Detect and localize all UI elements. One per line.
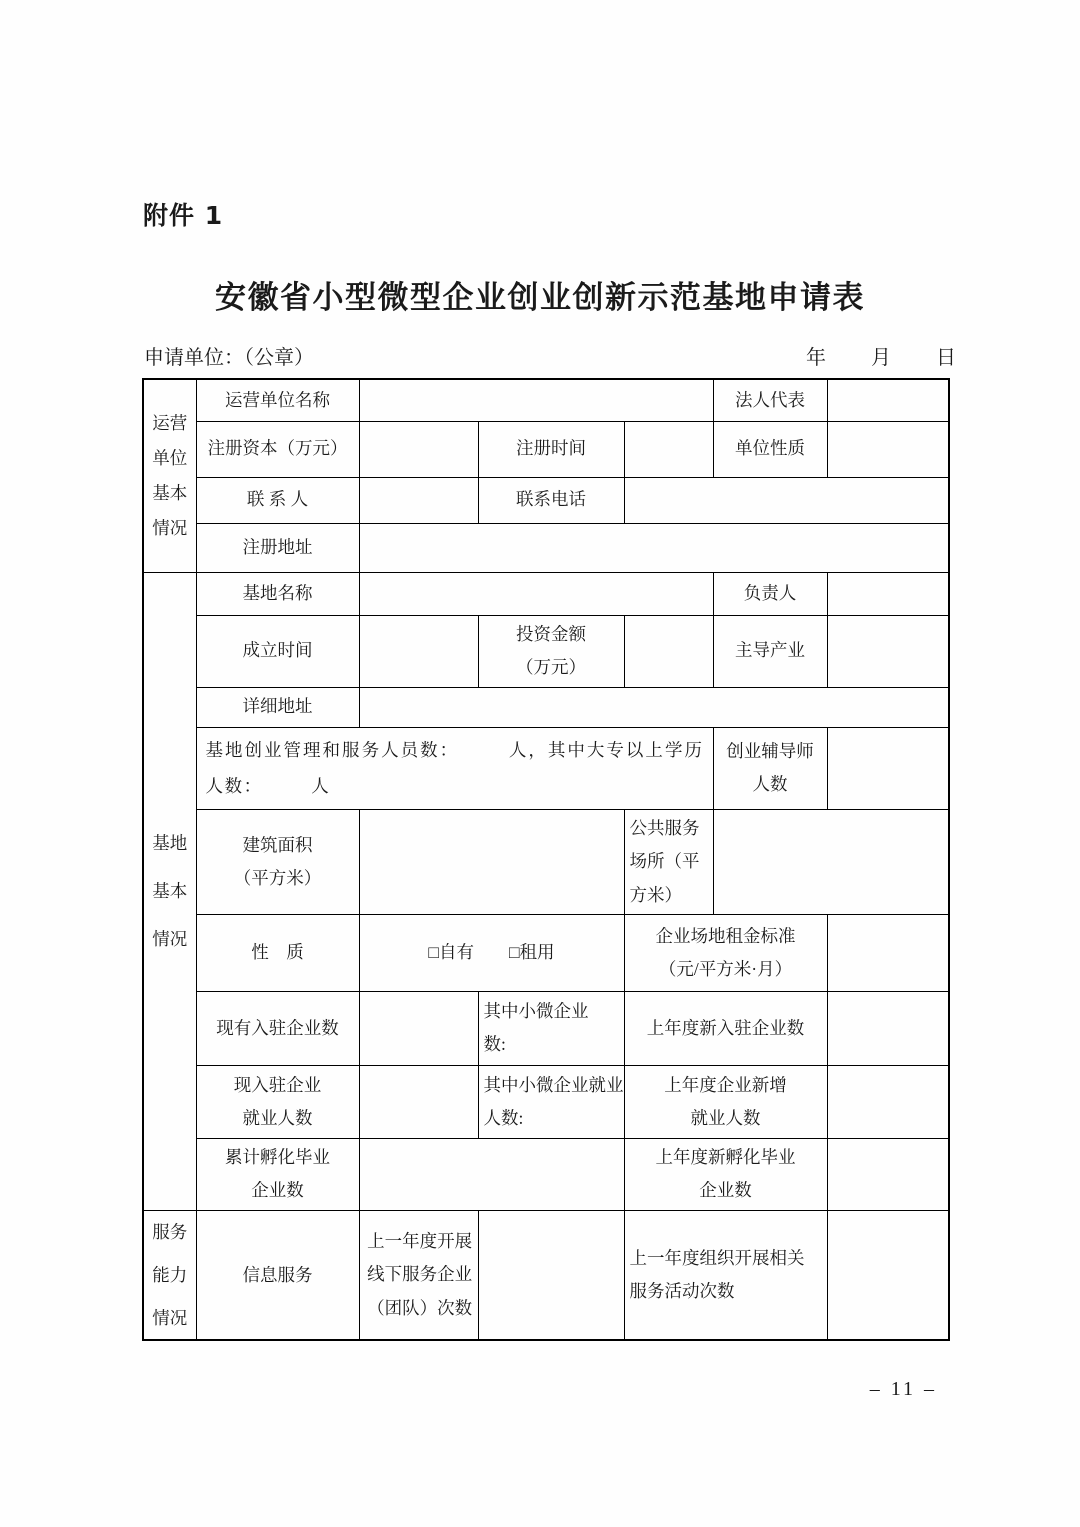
date-line [806,341,956,370]
reg-capital-label: 注册资本（万元） [196,421,359,477]
table-row [143,477,949,523]
building-area-label: 建筑面积（平方米） [196,810,359,915]
table-row [143,421,949,477]
tutor-count-input [827,727,949,810]
graduated-new-input [827,1138,949,1210]
contact-person-input [359,477,478,523]
reg-time-input [624,421,713,477]
contact-person-label: 联 系 人 [196,477,359,523]
base-name-label: 基地名称 [196,572,359,615]
contact-phone-input [624,477,949,523]
date-day-label: 日 [936,347,956,369]
rent-standard-input [827,914,949,991]
leading-industry-label: 主导产业 [713,615,827,687]
leading-industry-input [827,615,949,687]
current-employment-input [359,1065,478,1138]
base-section-label: 基地基本情况 [143,572,196,1210]
page-number: – 11 – [869,1378,937,1400]
legal-rep-label: 法人代表 [713,379,827,421]
application-form-table [142,378,950,1341]
table-row [143,523,949,572]
detail-address-input [359,687,949,727]
current-enterprise-count-label: 现有入驻企业数 [196,991,359,1065]
new-employment-label: 上年度企业新增就业人数 [624,1065,827,1138]
table-row [143,572,949,615]
table-row [143,1210,949,1340]
new-enterprise-count-label: 上年度新入驻企业数 [624,991,827,1065]
new-employment-input [827,1065,949,1138]
attachment-label: 附件 1 [143,201,224,230]
operator-section-label: 运营单位基本情况 [143,379,196,572]
reg-time-label: 注册时间 [478,421,624,477]
reg-capital-input [359,421,478,477]
principal-input [827,572,949,615]
establish-time-input [359,615,478,687]
reg-address-input [359,523,949,572]
tutor-count-label: 创业辅导师人数 [713,727,827,810]
table-row [143,914,949,991]
detail-address-label: 详细地址 [196,687,359,727]
service-activity-count-input [827,1210,949,1340]
service-section-label: 服务能力情况 [143,1210,196,1340]
page-title: 安徽省小型微型企业创业创新示范基地申请表 [215,280,865,315]
rent-standard-label: 企业场地租金标准（元/平方米·月） [624,914,827,991]
graduated-total-input [359,1138,624,1210]
legal-rep-input [827,379,949,421]
public-service-space-input [713,810,949,915]
operator-name-label: 运营单位名称 [196,379,359,421]
table-row [143,1065,949,1138]
nature-label: 性 质 [196,914,359,991]
current-enterprise-count-input [359,991,478,1065]
investment-label: 投资金额（万元） [478,615,624,687]
unit-nature-input [827,421,949,477]
table-row [143,379,949,421]
base-name-input [359,572,713,615]
graduated-total-label: 累计孵化毕业企业数 [196,1138,359,1210]
establish-time-label: 成立时间 [196,615,359,687]
small-micro-employment-label: 其中小微企业就业人数: [478,1065,624,1138]
principal-label: 负责人 [713,572,827,615]
date-year-label: 年 [806,347,826,369]
building-area-input [359,810,624,915]
table-row [143,810,949,915]
operator-name-input [359,379,713,421]
offline-service-count-input [478,1210,624,1340]
form-subheader [144,341,956,370]
table-row [143,687,949,727]
reg-address-label: 注册地址 [196,523,359,572]
table-row [143,991,949,1065]
offline-service-count-label: 上一年度开展线下服务企业（团队）次数 [359,1210,478,1340]
staff-count-label: 基地创业管理和服务人员数： 人，其中大专以上学历人数： 人 [196,727,713,810]
applicant-unit-label: 申请单位：（公章） [144,347,314,369]
table-row [143,1138,949,1210]
table-row [143,727,949,810]
unit-nature-label: 单位性质 [713,421,827,477]
date-month-label: 月 [871,347,891,369]
investment-input [624,615,713,687]
graduated-new-label: 上年度新孵化毕业企业数 [624,1138,827,1210]
info-service-label: 信息服务 [196,1210,359,1340]
nature-options: □自有 □租用 [359,914,624,991]
new-enterprise-count-input [827,991,949,1065]
public-service-space-label: 公共服务场所（平方米） [624,810,713,915]
current-employment-label: 现入驻企业就业人数 [196,1065,359,1138]
service-activity-count-label: 上一年度组织开展相关服务活动次数 [624,1210,827,1340]
small-micro-count-label: 其中小微企业数: [478,991,624,1065]
table-row [143,615,949,687]
contact-phone-label: 联系电话 [478,477,624,523]
